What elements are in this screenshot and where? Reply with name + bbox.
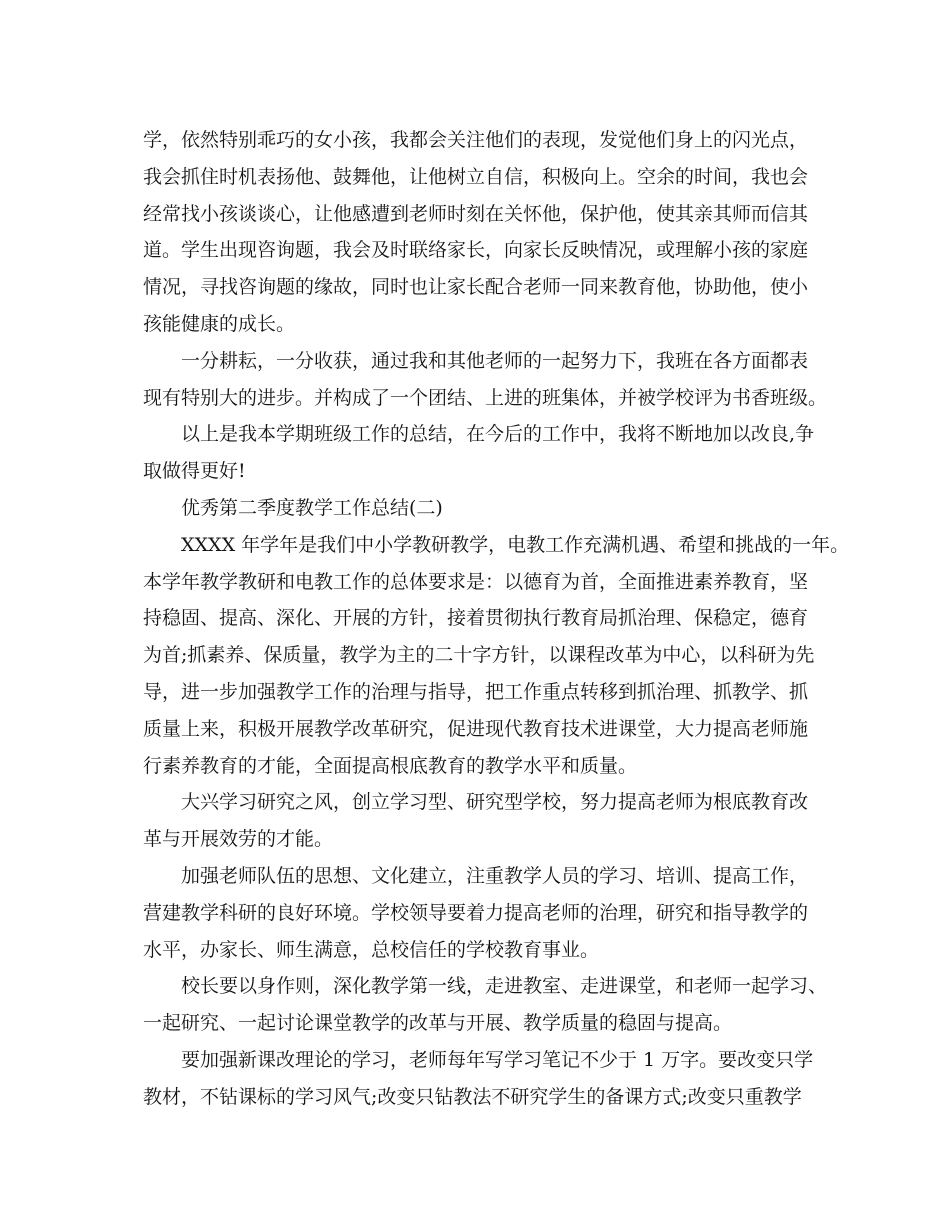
paragraph-first-line: 加强老师队伍的思想、文化建立，注重教学人员的学习、培训、提高工作， (181, 864, 809, 887)
text-line: 道。学生出现咨询题，我会及时联络家长，向家长反映情况，或理解小孩的家庭 (143, 239, 809, 262)
section-heading: 优秀第二季度教学工作总结(二) (181, 496, 443, 519)
text-line: 水平，办家长、师生满意，总校信任的学校教育事业。 (143, 938, 600, 961)
text-line: 孩能健康的成长。 (143, 312, 296, 335)
paragraph-first-line: XXXX 年学年是我们中小学教研教学，电教工作充满机遇、希望和挑战的一年。 (181, 533, 850, 556)
paragraph-first-line: 大兴学习研究之风，创立学习型、研究型学校，努力提高老师为根底教育改 (181, 791, 809, 814)
text-line: 持稳固、提高、深化、开展的方针，接着贯彻执行教育局抓治理、保稳定，德育 (143, 607, 809, 630)
text-line: 为首;抓素养、保质量，教学为主的二十字方针，以课程改革为中心，以科研为先 (143, 644, 815, 667)
text-line: 情况，寻找咨询题的缘故，同时也让家长配合老师一同来教育他，协助他，使小 (143, 276, 809, 299)
text-line: 质量上来，积极开展教学改革研究，促进现代教育技术进课堂，大力提高老师施 (143, 717, 809, 740)
document-body (143, 122, 850, 1116)
paragraph-first-line: 要加强新课改理论的学习，老师每年写学习笔记不少于 1 万字。要改变只学 (181, 1048, 814, 1071)
text-line: 革与开展效劳的才能。 (143, 828, 334, 851)
paragraph-first-line: 校长要以身作则，深化教学第一线，走进教室、走进课堂，和老师一起学习、 (181, 975, 828, 998)
text-line: 营建教学科研的良好环境。学校领导要着力提高老师的治理，研究和指导教学的 (143, 901, 809, 924)
text-line: 导，进一步加强教学工作的治理与指导，把工作重点转移到抓治理、抓教学、抓 (143, 680, 809, 703)
text-line: 取做得更好! (143, 460, 246, 483)
text-line: 行素养教育的才能，全面提高根底教育的教学水平和质量。 (143, 754, 638, 777)
text-line: 本学年教学教研和电教工作的总体要求是：以德育为首，全面推进素养教育，坚 (143, 570, 809, 593)
text-line: 我会抓住时机表扬他、鼓舞他，让他树立自信，积极向上。空余的时间，我也会 (143, 165, 809, 188)
paragraph-first-line: 一分耕耘，一分收获，通过我和其他老师的一起努力下，我班在各方面都表 (181, 349, 809, 372)
text-line: 现有特别大的进步。并构成了一个团结、上进的班集体，并被学校评为书香班级。 (143, 386, 828, 409)
text-line: 一起研究、一起讨论课堂教学的改革与开展、教学质量的稳固与提高。 (143, 1012, 733, 1035)
paragraph-first-line: 以上是我本学期班级工作的总结，在今后的工作中，我将不断地加以改良,争 (181, 423, 815, 446)
text-line: 学，依然特别乖巧的女小孩，我都会关注他们的表现，发觉他们身上的闪光点， (143, 129, 809, 151)
text-line: 教材，不钻课标的学习风气;改变只钻教法不研究学生的备课方式;改变只重教学 (143, 1085, 802, 1108)
text-line: 经常找小孩谈谈心，让他感遭到老师时刻在关怀他，保护他，使其亲其师而信其 (143, 202, 809, 225)
